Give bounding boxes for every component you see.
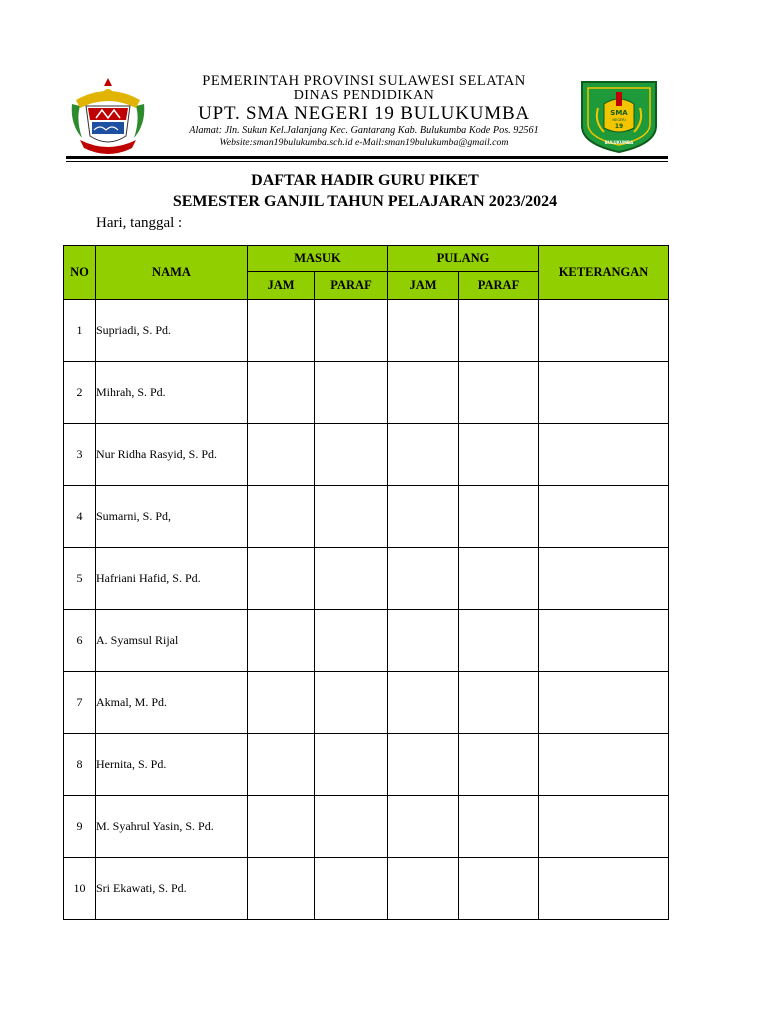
pulang-paraf-cell[interactable] xyxy=(459,672,539,734)
masuk-jam-cell[interactable] xyxy=(248,548,315,610)
pulang-jam-cell[interactable] xyxy=(388,858,459,920)
header-pulang: PULANG xyxy=(388,246,539,272)
header-keterangan: KETERANGAN xyxy=(539,246,669,300)
provincial-emblem-logo xyxy=(66,74,150,154)
table-row xyxy=(64,486,669,548)
table-row xyxy=(64,858,669,920)
masuk-jam-cell[interactable] xyxy=(248,610,315,672)
keterangan-cell[interactable] xyxy=(539,858,669,920)
teacher-name-cell: Sri Ekawati, S. Pd. xyxy=(96,858,248,920)
row-number-cell: 9 xyxy=(64,796,96,858)
keterangan-cell[interactable] xyxy=(539,610,669,672)
header-masuk-paraf: PARAF xyxy=(315,272,388,300)
pulang-jam-cell[interactable] xyxy=(388,548,459,610)
keterangan-cell[interactable] xyxy=(539,672,669,734)
masuk-paraf-cell[interactable] xyxy=(315,796,388,858)
table-header-row xyxy=(64,246,669,272)
letterhead-rule-thick xyxy=(66,156,668,159)
masuk-paraf-cell[interactable] xyxy=(315,858,388,920)
masuk-paraf-cell[interactable] xyxy=(315,362,388,424)
masuk-paraf-cell[interactable] xyxy=(315,486,388,548)
pulang-paraf-cell[interactable] xyxy=(459,610,539,672)
school-shield-logo xyxy=(578,78,660,154)
teacher-name-cell: Hernita, S. Pd. xyxy=(96,734,248,796)
pulang-jam-cell[interactable] xyxy=(388,300,459,362)
row-number-cell: 4 xyxy=(64,486,96,548)
header-masuk-jam: JAM xyxy=(248,272,315,300)
teacher-name-cell: Akmal, M. Pd. xyxy=(96,672,248,734)
table-row xyxy=(64,796,669,858)
table-row xyxy=(64,424,669,486)
header-government-line: PEMERINTAH PROVINSI SULAWESI SELATAN xyxy=(202,73,526,89)
pulang-jam-cell[interactable] xyxy=(388,672,459,734)
keterangan-cell[interactable] xyxy=(539,424,669,486)
pulang-paraf-cell[interactable] xyxy=(459,548,539,610)
masuk-paraf-cell[interactable] xyxy=(315,734,388,796)
pulang-jam-cell[interactable] xyxy=(388,734,459,796)
logo-text-sma: SMA xyxy=(610,109,628,117)
pulang-jam-cell[interactable] xyxy=(388,610,459,672)
pulang-jam-cell[interactable] xyxy=(388,486,459,548)
teacher-name-cell: Supriadi, S. Pd. xyxy=(96,300,248,362)
masuk-paraf-cell[interactable] xyxy=(315,672,388,734)
logo-text-number: 19 xyxy=(614,123,624,130)
table-row xyxy=(64,734,669,796)
pulang-jam-cell[interactable] xyxy=(388,362,459,424)
masuk-jam-cell[interactable] xyxy=(248,734,315,796)
pulang-paraf-cell[interactable] xyxy=(459,858,539,920)
masuk-paraf-cell[interactable] xyxy=(315,424,388,486)
row-number-cell: 8 xyxy=(64,734,96,796)
teacher-name-cell: Sumarni, S. Pd, xyxy=(96,486,248,548)
header-school-name: UPT. SMA NEGERI 19 BULUKUMBA xyxy=(198,103,530,124)
masuk-paraf-cell[interactable] xyxy=(315,610,388,672)
keterangan-cell[interactable] xyxy=(539,796,669,858)
document-subtitle: SEMESTER GANJIL TAHUN PELAJARAN 2023/2024 xyxy=(172,193,558,210)
keterangan-cell[interactable] xyxy=(539,548,669,610)
table-row xyxy=(64,300,669,362)
teacher-name-cell: Mihrah, S. Pd. xyxy=(96,362,248,424)
table-row xyxy=(64,548,669,610)
header-department-line: DINAS PENDIDIKAN xyxy=(293,88,435,103)
pulang-paraf-cell[interactable] xyxy=(459,362,539,424)
letterhead-rule-thin xyxy=(66,161,668,162)
document-title: DAFTAR HADIR GURU PIKET xyxy=(251,172,479,189)
masuk-jam-cell[interactable] xyxy=(248,300,315,362)
pulang-jam-cell[interactable] xyxy=(388,796,459,858)
teacher-name-cell: Hafriani Hafid, S. Pd. xyxy=(96,548,248,610)
keterangan-cell[interactable] xyxy=(539,362,669,424)
header-website-email: Website:sman19bulukumba.sch.id e-Mail:sman19bulukumba@gmail.com xyxy=(219,137,509,148)
row-number-cell: 6 xyxy=(64,610,96,672)
date-label: Hari, tanggal : xyxy=(96,215,183,231)
header-pulang-jam: JAM xyxy=(388,272,459,300)
header-masuk: MASUK xyxy=(248,246,388,272)
masuk-paraf-cell[interactable] xyxy=(315,300,388,362)
masuk-jam-cell[interactable] xyxy=(248,796,315,858)
pulang-paraf-cell[interactable] xyxy=(459,300,539,362)
row-number-cell: 1 xyxy=(64,300,96,362)
masuk-jam-cell[interactable] xyxy=(248,672,315,734)
pulang-jam-cell[interactable] xyxy=(388,424,459,486)
letterhead xyxy=(66,68,668,160)
masuk-jam-cell[interactable] xyxy=(248,362,315,424)
table-row xyxy=(64,672,669,734)
attendance-table xyxy=(63,245,669,920)
masuk-jam-cell[interactable] xyxy=(248,424,315,486)
row-number-cell: 2 xyxy=(64,362,96,424)
keterangan-cell[interactable] xyxy=(539,300,669,362)
pulang-paraf-cell[interactable] xyxy=(459,486,539,548)
row-number-cell: 3 xyxy=(64,424,96,486)
header-pulang-paraf: PARAF xyxy=(459,272,539,300)
pulang-paraf-cell[interactable] xyxy=(459,424,539,486)
header-no: NO xyxy=(64,246,96,300)
table-row xyxy=(64,610,669,672)
teacher-name-cell: A. Syamsul Rijal xyxy=(96,610,248,672)
table-row xyxy=(64,362,669,424)
logo-text-bulukumba: BULUKUMBA xyxy=(604,140,634,145)
masuk-jam-cell[interactable] xyxy=(248,486,315,548)
masuk-jam-cell[interactable] xyxy=(248,858,315,920)
row-number-cell: 10 xyxy=(64,858,96,920)
teacher-name-cell: M. Syahrul Yasin, S. Pd. xyxy=(96,796,248,858)
keterangan-cell[interactable] xyxy=(539,486,669,548)
teacher-name-cell: Nur Ridha Rasyid, S. Pd. xyxy=(96,424,248,486)
masuk-paraf-cell[interactable] xyxy=(315,548,388,610)
row-number-cell: 7 xyxy=(64,672,96,734)
header-nama: NAMA xyxy=(96,246,248,300)
header-address: Alamat: Jln. Sukun Kel.Jalanjang Kec. Gantarang Kab. Bulukumba Kode Pos. 92561 xyxy=(189,125,539,136)
keterangan-cell[interactable] xyxy=(539,734,669,796)
pulang-paraf-cell[interactable] xyxy=(459,796,539,858)
row-number-cell: 5 xyxy=(64,548,96,610)
pulang-paraf-cell[interactable] xyxy=(459,734,539,796)
logo-text-negeri: NEGERI xyxy=(612,118,626,122)
